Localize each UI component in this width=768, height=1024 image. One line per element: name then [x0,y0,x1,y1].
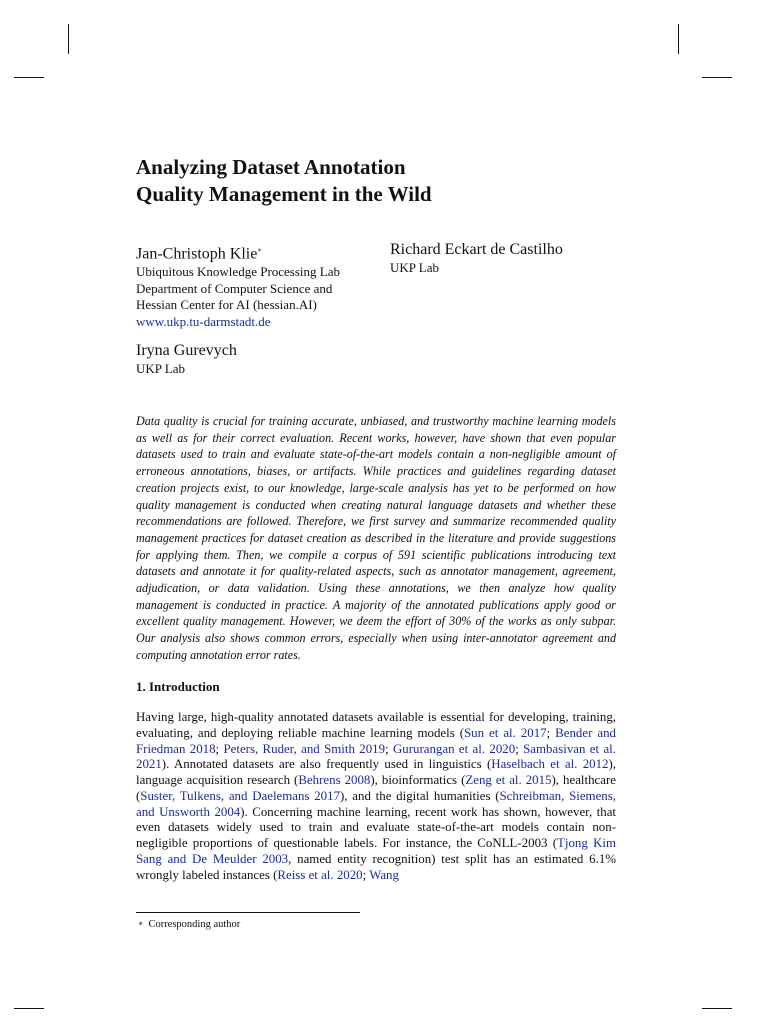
author-block-gurevych [136,341,237,378]
footnote-text: Corresponding author [148,919,241,930]
author-name: Jan-Christoph Klie∗ [136,245,263,263]
author-name: Iryna Gurevych [136,342,237,359]
title-line-2: Quality Management in the Wild [136,182,432,206]
citation-link[interactable]: Suster, Tulkens, and Daelemans 2017 [140,788,341,803]
footnote-mark: ∗ [138,919,144,928]
title-line-1: Analyzing Dataset Annotation [136,155,406,179]
citation-link[interactable]: Tjong Kim Sang and De Meulder 2003 [136,836,616,866]
section-heading: 1. Introduction [136,679,220,694]
citation-link[interactable]: Sun et al. 2017 [464,725,547,740]
footnote-rule [136,912,360,913]
author-block-klie [136,240,340,330]
author-url-link[interactable]: www.ukp.tu-darmstadt.de [136,313,271,329]
author-affiliation: UKP Lab [390,260,439,275]
citation-link[interactable]: Reiss et al. 2020 [277,867,363,882]
paper-title [136,154,616,208]
author-name: Richard Eckart de Castilho [390,241,563,258]
abstract: Data quality is crucial for training accurate, unbiased, and trustworthy machine learning models as well as for their correct evaluation. Recent works, however, have shown that even popular datasets used to train and evaluate state-of-the-art models contain a non-negligible amount of erroneous annotations, biases, or artifacts. While practices and guidelines regarding dataset creation projects exist, to our knowledge, large-scale analysis has yet to be performed on how quality management is conducted when creating natural language datasets and whether these recommendations are followed. Therefore, we first survey and summarize recommended quality management practices for dataset creation as described in the literature and provide suggestions for applying them. Then, we compile a corpus of 591 scientific publications introducing text datasets and annotate it for quality-related aspects, such as annotator management, agreement, adjudication, or data validation. Using these annotations, we then analyze how quality management is conducted in practice. A majority of the annotated publications apply good or excellent quality management. However, we deem the effort of 30% of the works as only subpar. Our analysis also shows common errors, especially when using inter-annotator agreement and computing annotation error rates. [136,414,616,662]
author-block-eckart [390,240,563,277]
citation-link[interactable]: Wang [369,867,399,882]
crop-mark-bottom-right-h [702,1008,732,1009]
citation-link[interactable]: Zeng et al. 2015 [465,773,552,787]
crop-mark-top-right [678,24,679,54]
crop-mark-top-left-h [14,77,44,78]
author-affiliation: UKP Lab [136,361,185,376]
citation-link[interactable]: Gururangan et al. 2020 [392,741,516,756]
author-affiliation: Hessian Center for AI (hessian.AI) [136,297,317,313]
citation-link[interactable]: Behrens 2008 [298,773,371,787]
author-affiliation: Ubiquitous Knowledge Processing Lab [136,264,341,280]
author-affiliation: Department of Computer Science and [136,280,333,296]
citation-link[interactable]: Haselbach et al. 2012 [491,757,609,772]
citation-link[interactable]: Peters, Ruder, and Smith 2019 [223,741,386,756]
corresponding-author-mark: ∗ [257,246,263,254]
crop-mark-top-left [68,24,69,54]
intro-paragraph: Having large, high-quality annotated datasets available is essential for developing, training, evaluating, and deploying reliable machine learning models (Sun et al. 2017; Bender and Friedman 2018; Peters, Ruder, and Smith 2019; Gururangan et al. 2020; Sambasivan et al. 2021). Annotated datasets are also frequently used in linguistics (Haselbach et al. 2012), language acquisition research (Behrens 2008), bioinformatics (Zeng et al. 2015), healthcare (Suster, Tulkens, and Daelemans 2017), and the digital humanities (Schreibman, Siemens, and Unsworth 2004). Concerning machine learning, recent work has shown, however, that even datasets widely used to train and evaluate state-of-the-art models contain non-negligible proportions of questionable labels. For instance, the CoNLL-2003 (Tjong Kim Sang and De Meulder 2003, named entity recognition) test split has an estimated 6.1% wrongly labeled instances (Reiss et al. 2020; Wang [136,710,617,882]
crop-mark-top-right-h [702,77,732,78]
citation-link[interactable]: Sambasivan et al. 2021 [136,741,616,772]
footnote [138,917,240,931]
crop-mark-bottom-left-h [14,1008,44,1009]
citation-link[interactable]: Bender and Friedman 2018 [136,725,616,756]
citation-link[interactable]: Schreibman, Siemens, and Unsworth 2004 [136,788,616,819]
